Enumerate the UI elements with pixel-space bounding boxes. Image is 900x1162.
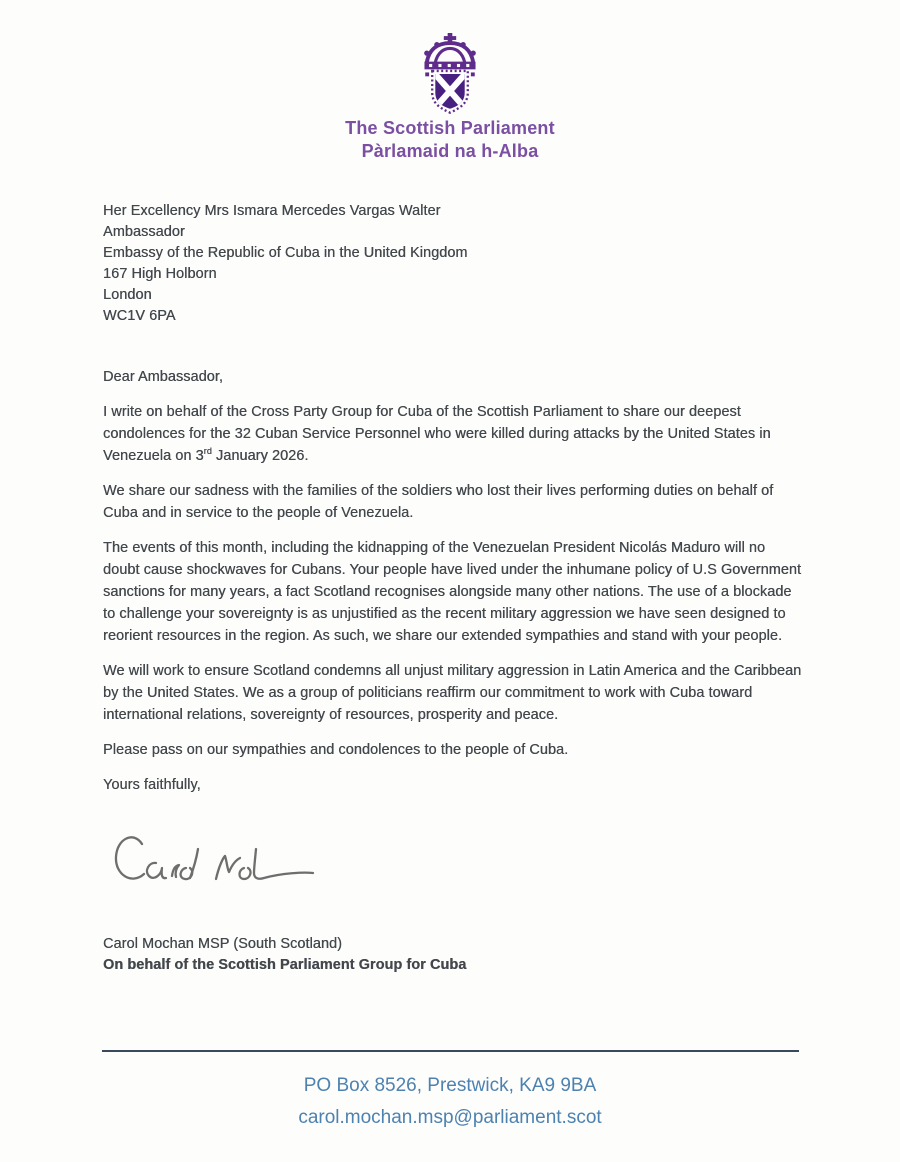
signer-role: On behalf of the Scottish Parliament Group for Cuba: [103, 957, 467, 973]
paragraph-condolences-date: January 2026.: [211, 448, 309, 464]
logo-subtitle: Pàrlamaid na h-Alba: [361, 141, 539, 161]
footer-divider: [102, 1050, 799, 1052]
scottish-parliament-emblem-icon: [411, 33, 489, 115]
recipient-address: [103, 201, 800, 327]
letter-body: [103, 366, 803, 796]
paragraph-condolences-text: I write on behalf of the Cross Party Group for Cuba of the Scottish Parliament to share our deepest condolences for the 32 Cuban Service Personnel who were killed during attacks by the United States in Venezuela on 3: [103, 404, 771, 464]
signer-block: [103, 934, 800, 976]
signer-name: Carol Mochan MSP (South Scotland): [103, 936, 342, 952]
address-line: WC1V 6PA: [103, 308, 176, 324]
footer-address: PO Box 8526, Prestwick, KA9 9BA: [303, 1075, 597, 1096]
closing: Yours faithfully,: [103, 777, 201, 793]
handwritten-signature-icon: [108, 818, 900, 906]
address-line: Embassy of the Republic of Cuba in the United Kingdom: [103, 245, 468, 261]
paragraph-sadness: We share our sadness with the families of the soldiers who lost their lives performing duties on behalf of Cuba and in service to the people of Venezuela.: [103, 483, 774, 521]
paragraph-events: The events of this month, including the kidnapping of the Venezuelan President Nicolás Maduro will no doubt cause shockwaves for Cubans. Your people have lived under the inhumane policy of U.S Government sanctions for many years, a fact Scotland recognises alongside many other nations. The use of a blockade to challenge your sovereignty is as unjustified as the recent military aggression we have seen designed to reorient resources in the region. As such, we share our extended sympathies and stand with your people.: [103, 540, 802, 644]
logo-title: The Scottish Parliament: [345, 118, 555, 138]
footer: [0, 1050, 900, 1127]
ordinal-suffix: rd: [203, 446, 212, 457]
address-line: London: [103, 287, 152, 303]
footer-email: carol.mochan.msp@parliament.scot: [298, 1107, 602, 1128]
address-line: Her Excellency Mrs Ismara Mercedes Vargas Walter: [103, 203, 441, 219]
paragraph-commitment: We will work to ensure Scotland condemns all unjust military aggression in Latin America and the Caribbean by the United States. We as a group of politicians reaffirm our commitment to work with Cuba toward international relations, sovereignty of resources, prosperity and peace.: [103, 663, 802, 723]
address-line: Ambassador: [103, 224, 185, 240]
paragraph-sympathies: Please pass on our sympathies and condolences to the people of Cuba.: [103, 742, 569, 758]
paragraph-condolences: [103, 401, 803, 467]
address-line: 167 High Holborn: [103, 266, 217, 282]
salutation: Dear Ambassador,: [103, 369, 223, 385]
letterhead: [0, 0, 900, 163]
